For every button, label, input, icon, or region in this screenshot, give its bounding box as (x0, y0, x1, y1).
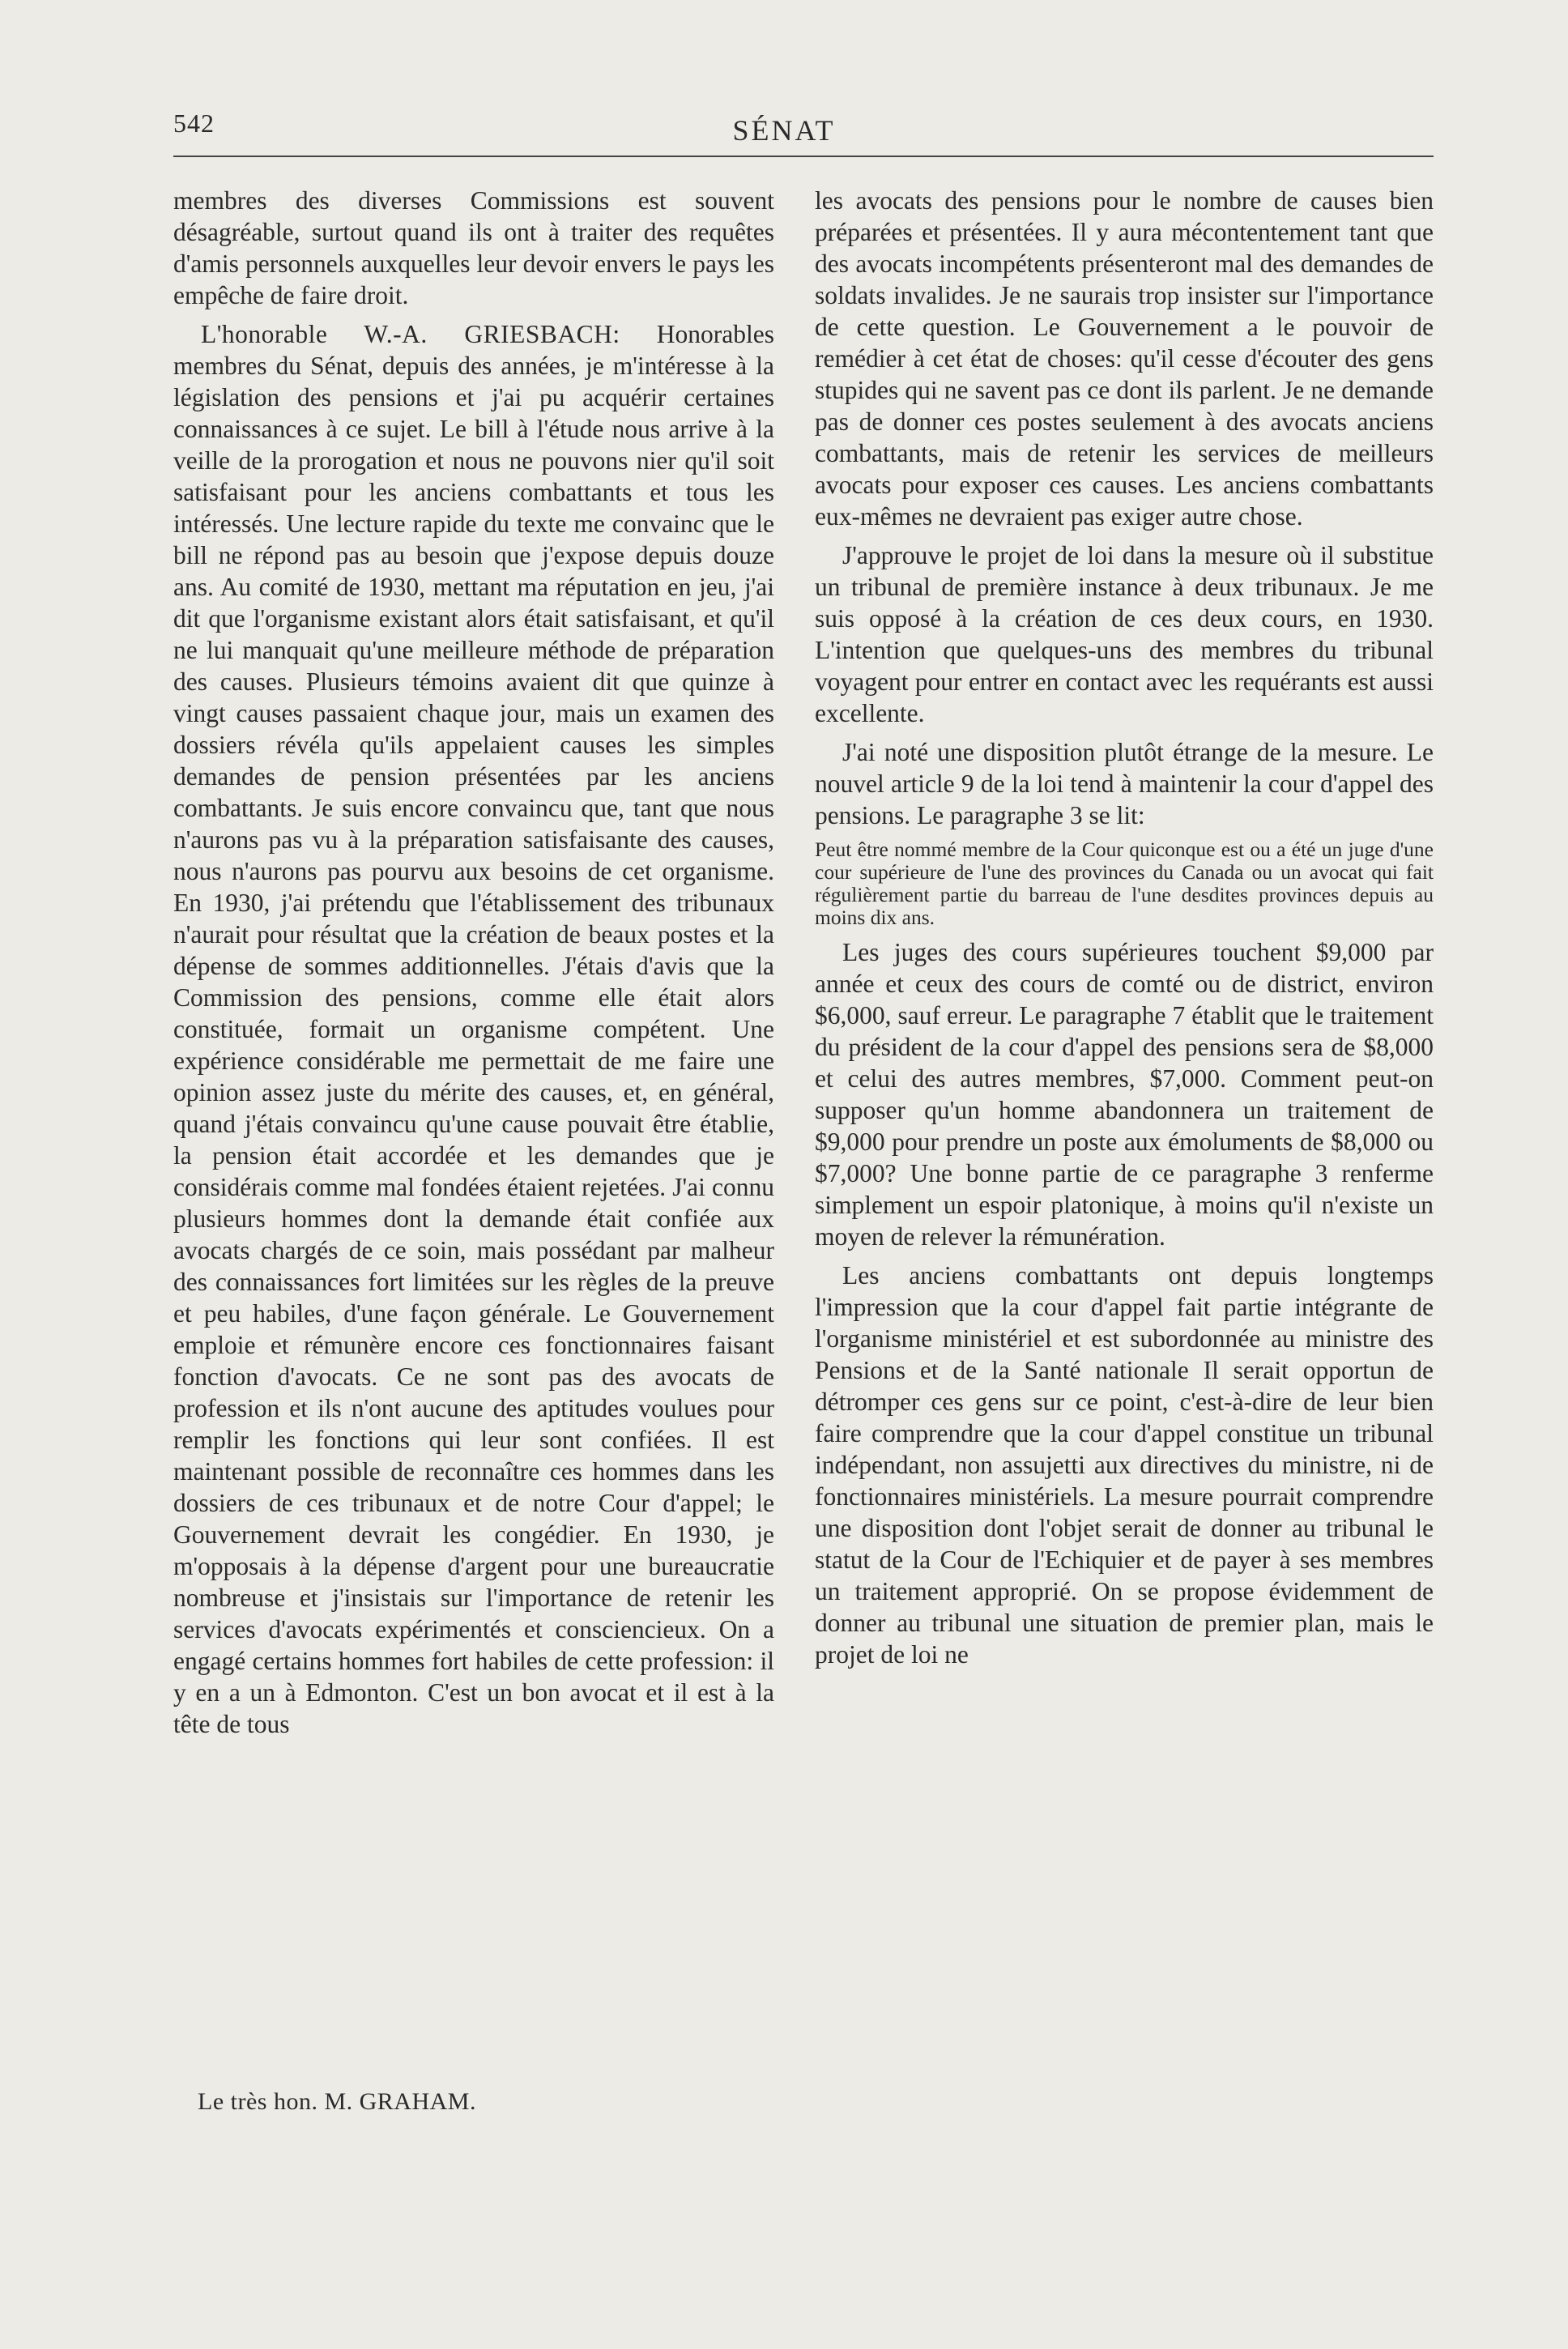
footer-credit: Le très hon. M. GRAHAM. (198, 2088, 476, 2115)
paragraph: Les juges des cours supérieures touchent $9,000 par année et ceux des cours de comté ou de district, environ $6,000, sauf erreur. Le paragraphe 7 établit que le traitement du président de la cour d'appel des pensions sera de $8,000 et celui des autres membres, $7,000. Comment peut-on supposer qu'un homme abandonnera un traitement de $9,000 pour prendre un poste aux émoluments de $8,000 ou $7,000? Une bonne partie de ce paragraphe 3 renferme simplement un espoir platonique, à moins qu'il n'existe un moyen de relever la rémunération. (815, 938, 1434, 1251)
left-column (173, 185, 774, 1747)
speaker-name: L'honorable W.-A. GRIESBACH: (201, 320, 620, 348)
header-rule (173, 156, 1434, 157)
quoted-passage: Peut être nommé membre de la Cour quiconque est ou a été un juge d'une cour supérieure de l'une des provinces du Canada ou un avocat qui fait régulièrement partie du barreau de l'une desdites provinces depuis au moins dix ans. (815, 838, 1434, 929)
right-column (815, 185, 1434, 1678)
running-title: SÉNAT (732, 114, 836, 147)
paragraph: J'approuve le projet de loi dans la mesure où il substitue un tribunal de première instance à deux tribunaux. Je me suis opposé à la création de ces deux cours, en 1930. L'intention que quelques-uns des membres du tribunal voyagent pour entrer en contact avec les requérants est aussi excellente. (815, 541, 1434, 727)
paragraph: les avocats des pensions pour le nombre de causes bien préparées et présentées. Il y aura mécontentement tant que des avocats incompétents présenteront mal des demandes de soldats invalides. Je ne saurais trop insister sur l'importance de cette question. Le Gouvernement a le pouvoir de remédier à cet état de choses: qu'il cesse d'écouter des gens stupides qui ne savent pas ce dont ils parlent. Je ne demande pas de donner ces postes seulement à des avocats anciens combattants, mais de retenir les services de meilleurs avocats pour exposer ces causes. Les anciens combattants eux-mêmes ne devraient pas exiger autre chose. (815, 186, 1434, 531)
paragraph: membres des diverses Commissions est souvent désagréable, surtout quand ils ont à traiter des requêtes d'amis personnels auxquelles leur devoir envers le pays les empêche de faire droit. (173, 186, 774, 309)
speech-text: Honorables membres du Sénat, depuis des années, je m'intéresse à la législation des pensions et j'ai pu acquérir certaines connaissances à ce sujet. Le bill à l'étude nous arrive à la veille de la prorogation et nous ne pouvons nier qu'il soit satisfaisant pour les anciens combattants et tous les intéressés. Une lecture rapide du texte me convainc que le bill ne répond pas au besoin que j'expose depuis douze ans. Au comité de 1930, mettant ma réputation en jeu, j'ai dit que l'organisme existant alors était satisfaisant, et qu'il ne lui manquait qu'une meilleure méthode de préparation des causes. Plusieurs témoins avaient dit que quinze à vingt causes passaient chaque jour, mais un examen des dossiers révéla qu'ils appelaient causes les simples demandes de pension présentées par les anciens combattants. Je suis encore convaincu que, tant que nous n'aurons pas vu à la préparation satisfaisante des causes, nous n'aurons pas pourvu aux besoins de cet organisme. En 1930, j'ai prétendu que l'établissement des tribunaux n'aurait pour résultat que la création de beaux postes et la dépense de sommes additionnelles. J'étais d'avis que la Commission des pensions, comme elle était alors constituée, formait un organisme compétent. Une expérience considérable me permettait de me faire une opinion assez juste du mérite des causes, et, en général, quand j'étais convaincu qu'une cause pouvait être établie, la pension était accordée et les demandes que je considérais comme mal fondées étaient rejetées. J'ai connu plusieurs hommes dont la demande était confiée aux avocats chargés de ce soin, mais possédant par malheur des connaissances fort limitées sur les règles de la preuve et peu habiles, d'une façon générale. Le Gouvernement emploie et rémunère encore ces fonctionnaires faisant fonction d'avocats. Ce ne sont pas des avocats de profession et ils n'ont aucune des aptitudes voulues pour remplir les fonctions qui leur sont confiées. Il est maintenant possible de reconnaître ces hommes dans les dossiers de ces tribunaux et de notre Cour d'appel; le Gouvernement devrait les congédier. En 1930, je m'opposais à la dépense d'argent pour une bureaucratie nombreuse et j'insistais sur l'importance de retenir les services d'avocats expérimentés et consciencieux. On a engagé certains hommes fort habiles de cette profession: il y en a un à Edmonton. C'est un bon avocat et il est à la tête de tous (173, 320, 774, 1738)
paragraph: J'ai noté une disposition plutôt étrange de la mesure. Le nouvel article 9 de la loi tend à maintenir la cour d'appel des pensions. Le paragraphe 3 se lit: (815, 738, 1434, 829)
paragraph: Les anciens combattants ont depuis longtemps l'impression que la cour d'appel fait partie intégrante de l'organisme ministériel et est subordonnée au ministre des Pensions et de la Santé nationale Il serait opportun de détromper ces gens sur ce point, c'est-à-dire de leur bien faire comprendre que la cour d'appel constitue un tribunal indépendant, non assujetti aux directives du ministre, ni de fonctionnaires ministériels. La mesure pourrait comprendre une disposition dont l'objet serait de donner au tribunal le statut de la Cour de l'Echiquier et de payer à ses membres un traitement approprié. On se propose évidemment de donner au tribunal une situation de premier plan, mais le projet de loi ne (815, 1261, 1434, 1669)
speech-paragraph (173, 318, 774, 1740)
page-number: 542 (173, 109, 215, 138)
